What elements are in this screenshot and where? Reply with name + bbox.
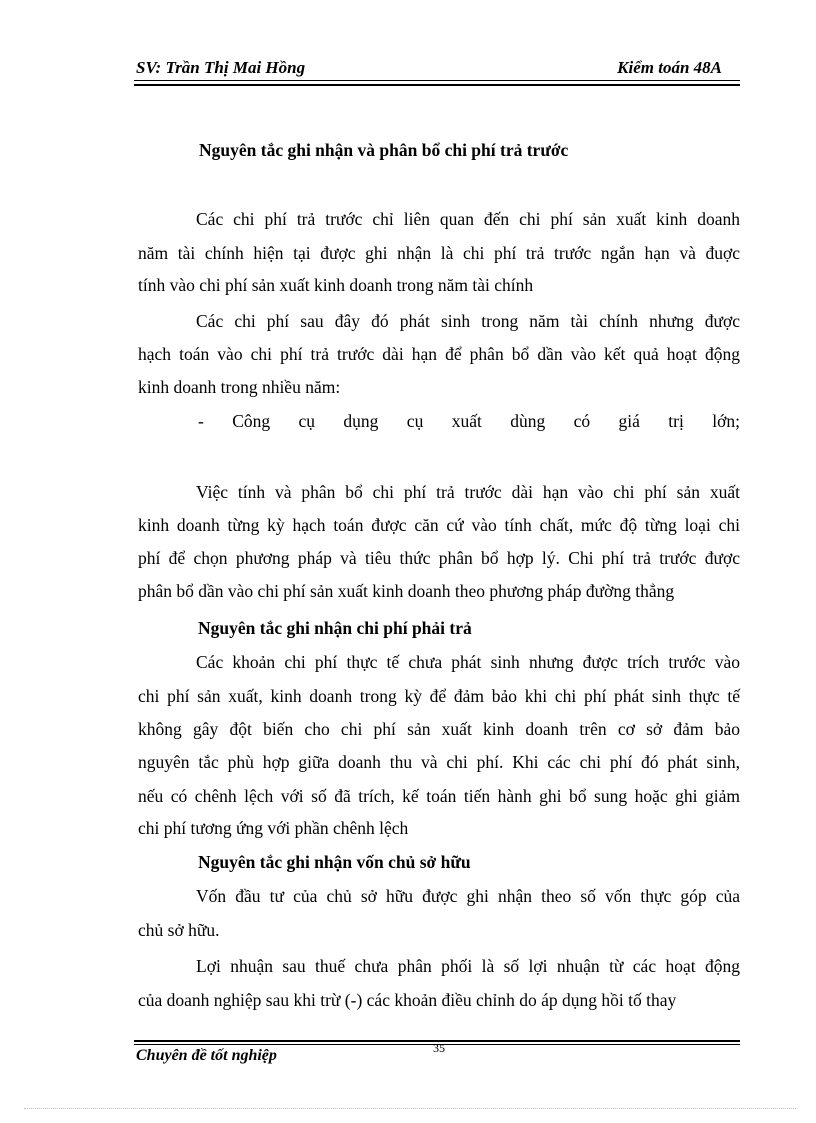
- list-word: Công: [232, 411, 271, 431]
- para3-line: phân bổ dần vào chi phí sản xuất kinh doanh theo phương pháp đường thẳng: [138, 581, 675, 601]
- header-rule: [134, 80, 740, 81]
- para4-line: chi phí tương ứng với phần chênh lệch: [138, 818, 409, 838]
- para5-line: chủ sở hữu.: [138, 920, 220, 940]
- list-word: xuất: [451, 411, 482, 431]
- para6-line: của doanh nghiệp sau khi trừ (-) các khoản điều chỉnh do áp dụng hồi tố thay: [138, 990, 677, 1010]
- tools-list-item: [198, 411, 740, 432]
- list-dash: -: [198, 411, 204, 431]
- para2-line: kinh doanh trong nhiều năm:: [138, 377, 341, 397]
- class-name: Kiểm toán 48A: [617, 58, 722, 77]
- list-word: cụ: [406, 411, 424, 431]
- page-number: 35: [433, 1041, 445, 1055]
- para5-line: Vốn đầu tư của chủ sở hữu được ghi nhận theo số vốn thực góp của: [196, 886, 740, 906]
- para3-line: phí để chọn phương pháp và tiêu thức phân bổ hợp lý. Chi phí trả trước được: [138, 548, 740, 568]
- list-word: lớn;: [712, 411, 740, 431]
- para4-line: chi phí sản xuất, kinh doanh trong kỳ để đảm bảo khi chi phí phát sinh thực tế: [138, 686, 740, 706]
- footer-title: Chuyên đề tốt nghiệp: [136, 1047, 277, 1064]
- para4-line: nguyên tắc phù hợp giữa doanh thu và chi phí. Khi các chi phí đó phát sinh,: [138, 752, 740, 772]
- heading-prepaid-expenses: Nguyên tắc ghi nhận và phân bổ chi phí trả trước: [199, 140, 569, 160]
- para4-line: Các khoản chi phí thực tế chưa phát sinh nhưng được trích trước vào: [196, 652, 740, 672]
- list-word: dụng: [343, 411, 379, 431]
- para4-line: nếu có chênh lệch với số đã trích, kế toán tiến hành ghi bổ sung hoặc ghi giảm: [138, 786, 740, 806]
- list-word: giá: [618, 411, 640, 431]
- para3-line: Việc tính và phân bổ chi phí trả trước dài hạn vào chi phí sản xuất: [196, 482, 740, 502]
- page-bottom-dotted-line: [24, 1108, 796, 1109]
- heading-owner-equity: Nguyên tắc ghi nhận vốn chủ sở hữu: [198, 852, 471, 872]
- para6-line: Lợi nhuận sau thuế chưa phân phối là số lợi nhuận từ các hoạt động: [196, 956, 740, 976]
- para2-line: hạch toán vào chi phí trả trước dài hạn để phân bổ dần vào kết quả hoạt động: [138, 344, 740, 364]
- para1-line: năm tài chính hiện tại được ghi nhận là chi phí trả trước ngắn hạn và đuợc: [138, 243, 740, 263]
- para4-line: không gây đột biến cho chi phí sản xuất kinh doanh trên cơ sở đảm bảo: [138, 719, 740, 739]
- para3-line: kinh doanh từng kỳ hạch toán được căn cứ vào tính chất, mức độ từng loại chi: [138, 515, 740, 535]
- list-word: cụ: [298, 411, 316, 431]
- page-header: [136, 56, 740, 80]
- header-rule-thick: [134, 84, 740, 86]
- list-word: dùng: [510, 411, 546, 431]
- list-word: trị: [668, 411, 684, 431]
- para2-line: Các chi phí sau đây đó phát sinh trong năm tài chính nhưng được: [196, 311, 740, 331]
- heading-accrued-expenses: Nguyên tắc ghi nhận chi phí phải trả: [198, 618, 472, 638]
- list-word: có: [573, 411, 591, 431]
- para1-line: tính vào chi phí sản xuất kinh doanh trong năm tài chính: [138, 275, 534, 295]
- student-name: SV: Trần Thị Mai Hồng: [136, 58, 306, 77]
- para1-line: Các chi phí trả trước chỉ liên quan đến chi phí sản xuất kinh doanh: [196, 209, 740, 229]
